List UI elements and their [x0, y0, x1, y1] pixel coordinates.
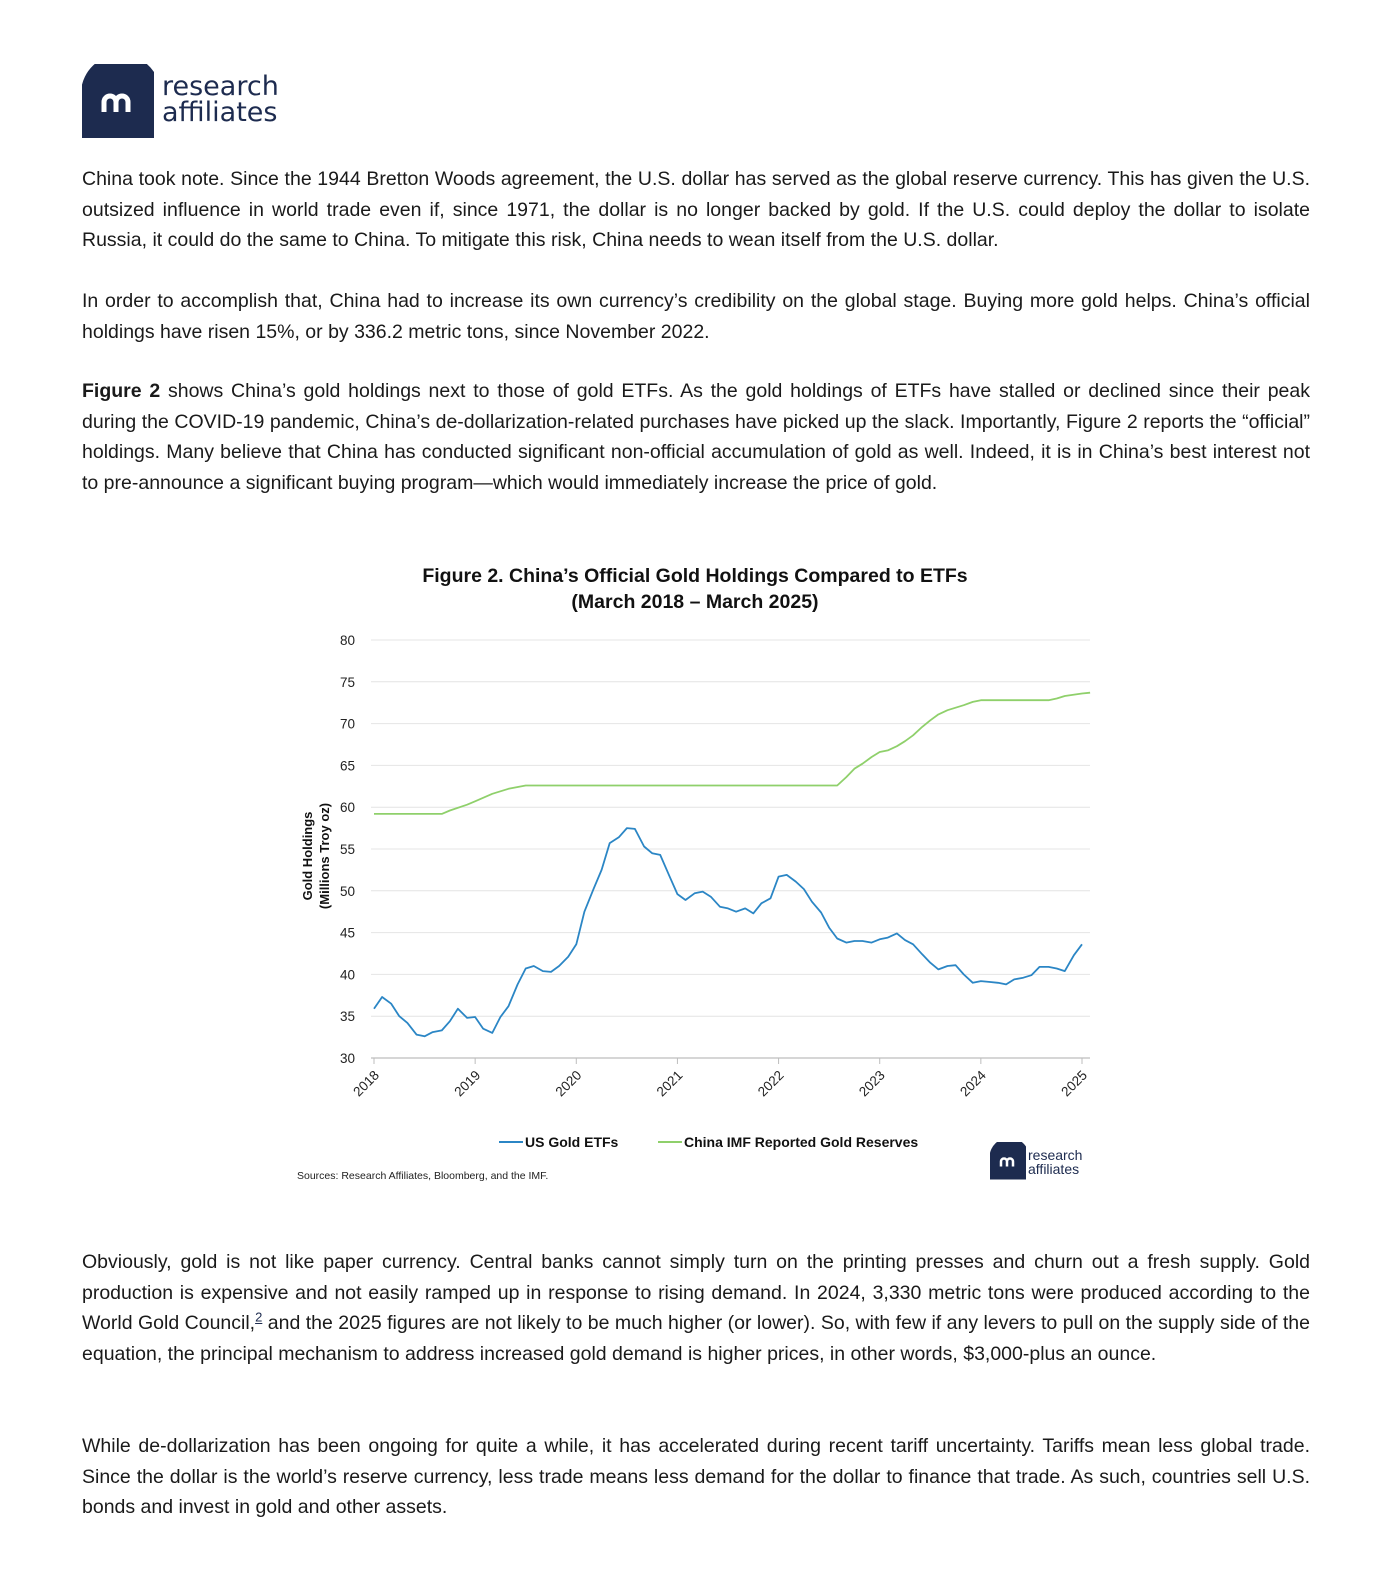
x-tick-label: 2019 [451, 1067, 484, 1100]
paragraph-2: In order to accomplish that, China had to increase its own currency’s credibility on the global stage. Buying more gold helps. China’s official holdings have risen 15%, or by 336.2 metric tons, since November 2022. [82, 290, 1310, 343]
chart-logo-word-affiliates: affiliates [1028, 1161, 1080, 1177]
x-tick-label: 2022 [754, 1067, 787, 1100]
y-tick-label: 50 [339, 883, 355, 899]
legend-item-us-gold-etfs [499, 1132, 618, 1152]
x-tick-label: 2021 [653, 1067, 686, 1100]
chart-logo-word-research: research [1028, 1147, 1083, 1163]
x-tick-label: 2024 [957, 1067, 989, 1100]
x-tick-label: 2023 [855, 1067, 888, 1100]
figure-reference: Figure 2 [82, 380, 161, 402]
chart-logo-wordmark [1028, 1148, 1082, 1176]
y-axis-label: Gold Holdings [300, 811, 315, 901]
y-tick-label: 30 [339, 1051, 355, 1066]
legend-label-china: China IMF Reported Gold Reserves [684, 1134, 919, 1150]
chart-axes [371, 1058, 1090, 1064]
footnote-link[interactable]: 2 [255, 1309, 263, 1325]
legend-label-etf: US Gold ETFs [525, 1134, 619, 1150]
y-tick-label: 40 [339, 967, 355, 983]
paragraph-5: While de-dollarization has been ongoing for quite a while, it has accelerated during recent tariff uncertainty. Tariffs mean less global trade. Since the dollar is the world’s reserve currency, less trade means less demand for the dollar to finance that trade. As such, countries sell U.S. bonds and invest in gold and other assets. [82, 1435, 1310, 1518]
series-line-china-reserves [374, 693, 1090, 814]
y-tick-label: 75 [339, 674, 355, 690]
paragraph-4-text-a: Obviously, gold is not like paper currency. Central banks cannot simply turn on the printing presses and churn out a fresh supply. Gold production is expensive and not easily ramped up in response to rising demand. In 2024, 3,330 metric tons were produced according to the World Gold Council, [82, 1251, 1310, 1334]
legend-swatch-china [658, 1141, 682, 1143]
chart-subtitle: (March 2018 – March 2025) [571, 591, 819, 613]
paragraph-4-text-b: and the 2025 figures are not likely to be much higher (or lower). So, with few if any levers to pull on the supply side of the equation, the principal mechanism to address increased gold demand is higher prices, in other words, $3,000-plus an ounce. [82, 1312, 1310, 1365]
y-tick-label: 80 [339, 633, 355, 648]
chart-logo-mark-icon [990, 1142, 1026, 1180]
y-tick-label: 70 [339, 716, 355, 732]
paragraph-1: China took note. Since the 1944 Bretton Woods agreement, the U.S. dollar has served as the global reserve currency. This has given the U.S. outsized influence in world trade even if, since 1971, the dollar is no longer backed by gold. If the U.S. could deploy the dollar to isolate Russia, it could do the same to China. To mitigate this risk, China needs to wean itself from the U.S. dollar. [82, 168, 1310, 251]
x-tick-label: 2020 [552, 1067, 585, 1100]
logo-word-affiliates: affiliates [162, 97, 278, 128]
chart-sources: Sources: Research Affiliates, Bloomberg, and the IMF. [297, 1170, 549, 1182]
logo-word-research: research [162, 71, 279, 102]
chart-title: Figure 2. China’s Official Gold Holdings Compared to ETFs [422, 565, 968, 587]
x-tick-label: 2018 [350, 1067, 383, 1100]
y-tick-label: 55 [339, 842, 355, 857]
y-tick-label: 60 [339, 800, 355, 816]
y-tick-label: 45 [339, 925, 355, 941]
y-tick-label: 35 [339, 1009, 355, 1025]
series-lines [374, 693, 1090, 1037]
x-tick-label: 2025 [1058, 1067, 1091, 1100]
y-axis-label-units: (Millions Troy oz) [317, 802, 332, 910]
chart-logo [990, 1142, 1100, 1182]
grid-lines [371, 640, 1090, 1016]
y-tick-label: 65 [339, 758, 355, 774]
legend-swatch-etf [499, 1141, 523, 1143]
legend-item-china-reserves [658, 1132, 918, 1152]
paragraph-4 [82, 1247, 1310, 1369]
paragraph-3-text: shows China’s gold holdings next to those of gold ETFs. As the gold holdings of ETFs have stalled or declined since their peak during the COVID-19 pandemic, China’s de-dollarization-related purchases have picked up the slack. Importantly, Figure 2 reports the “official” holdings. Many believe that China has conducted significant non-official accumulation of gold as well. Indeed, it is in China’s best interest not to pre-announce a significant buying program—which would immediately increase the price of gold. [82, 380, 1310, 494]
tick-labels [340, 633, 1090, 1099]
